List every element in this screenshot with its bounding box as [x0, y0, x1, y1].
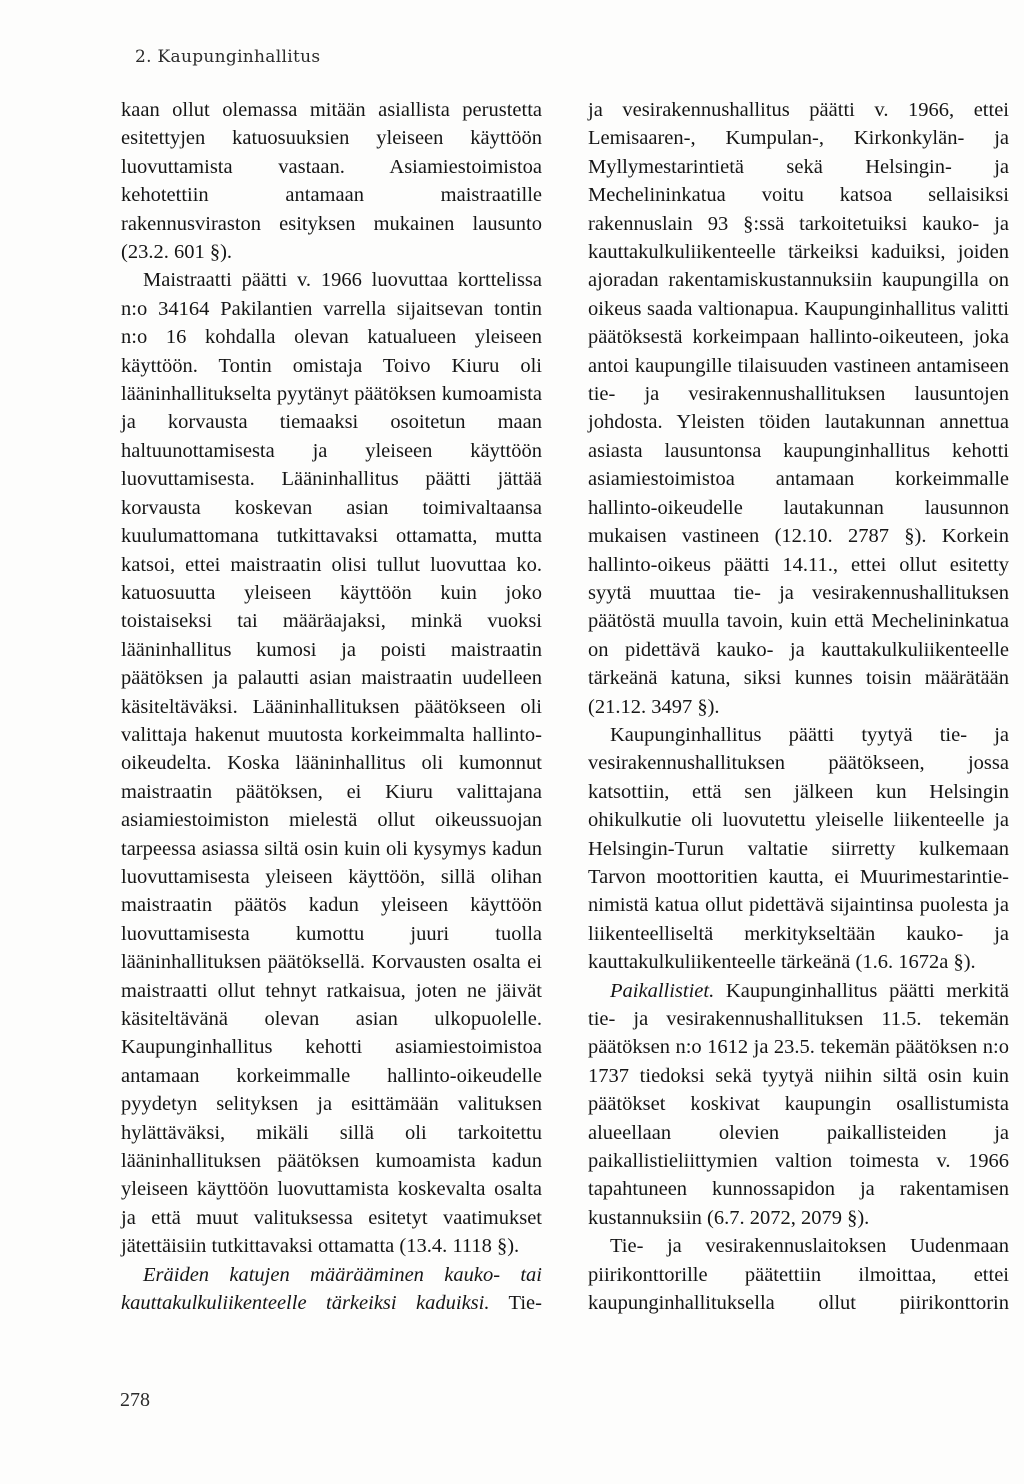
paragraph: kaan ollut olemassa mitään asiallista perustetta esitettyjen katuosuuksien yleiseen käyttöön luovuttamista vastaan. Asiamiestoimistoa kehotettiin antamaan maistraatille rakennusviraston esityksen mukainen lausunto (23.2. 601 §). [121, 99, 542, 264]
section-heading-italic: Paikallistiet. [610, 979, 715, 1002]
paragraph: Tie- ja vesirakennuslaitoksen Uudenmaan piirikonttorille päätettiin ilmoittaa, ettei kaupunginhallituksella ollut piirikonttorin [588, 1235, 1009, 1315]
paragraph-text: Kaupunginhallitus päätti merkitä tie- ja vesirakennushallituksen 11.5. tekemän päätöksen n:o 1612 ja 23.5. tekemän päätöksen n:o 1737 tiedoksi sekä tyytyä niihin siltä osin kuin päätökset koskivat kaupungin osallistumista alueellaan olevien paikallisteiden ja paikallistieliittymien valtion toimesta v. 1966 tapahtuneen kunnossapidon ja rakentamisen kustannuksiin (6.7. 2072, 2079 §). [588, 979, 1009, 1229]
paragraph-text: Tie- [489, 1292, 542, 1315]
page-number: 278 [120, 1389, 150, 1411]
paragraph: Kaupunginhallitus päätti tyytyä tie- ja vesirakennushallituksen päätökseen, jossa katsottiin, että sen jälkeen kun Helsingin ohikulkutie oli luovutettu yleiselle liikenteelle ja Helsingin-Turun valtatie siirretty kulkemaan Tarvon moottoritien kautta, ei Muurimestarintie- nimistä katua ollut pidettävä sijaintinsa puolesta ja liikenteelliseltä merkitykseltään kauko- ja kauttakulkuliikenteelle tärkeänä (1.6. 1672a §). [588, 723, 1009, 974]
running-header: 2. Kaupunginhallitus [135, 47, 321, 67]
paragraph: Maistraatti päätti v. 1966 luovuttaa korttelissa n:o 34164 Pakilantien varrella sijaitsevan tontin n:o 16 kohdalla olevan katualueen yleiseen käyttöön. Tontin omistaja Toivo Kiuru oli lääninhallitukselta pyytänyt päätöksen kumoamista ja korvausta tiemaaksi osoitetun maan haltuunottamisesta ja yleiseen käyttöön luovuttamisesta. Lääninhallitus päätti jättää korvausta koskevan asian toimivaltaansa kuulumattomana tutkittavaksi ottamatta, mutta katsoi, ettei maistraatin olisi tullut luovuttaa ko. katuosuutta yleiseen käyttöön kuin joko toistaiseksi tai määräajaksi, minkä vuoksi lääninhallitus kumosi ja poisti maistraatin päätöksen ja palautti asian maistraatin uudelleen käsiteltäväksi. Lääninhallituksen päätökseen oli valittaja hakenut muutosta korkeimmalta hallinto-oikeudelta. Koska lääninhallitus oli kumonnut maistraatin päätöksen, ei Kiuru valittajana asiamiestoimiston mielestä ollut oikeussuojan tarpeessa asiassa siltä osin kuin oli kysymys kadun luovuttamisesta yleiseen käyttöön, sillä olihan maistraatin päätös kadun yleiseen käyttöön luovuttamisesta kumottu juuri tuolla lääninhallituksen päätöksellä. Korvausten osalta ei maistraatti ollut tehnyt ratkaisua, joten ne jäivät käsiteltävänä olevan asian ulkopuolelle. Kaupunginhallitus kehotti asiamiestoimistoa antamaan korkeimmalle hallinto-oikeudelle pyydetyn selityksen ja esittämään valituksen hylättäväksi, mikäli sillä oli tarkoitettu lääninhallituksen päätöksen kumoamista kadun yleiseen käyttöön luovuttamista koskevalta osalta ja että muut valituksessa esitetyt vaatimukset jätettäisiin tutkittavaksi ottamatta (13.4. 1118 §). [121, 269, 542, 1258]
paragraph [588, 977, 1009, 1233]
right-column [588, 96, 1009, 1317]
paragraph [121, 1261, 542, 1318]
paragraph: ja vesirakennushallitus päätti v. 1966, ettei Lemisaaren-, Kumpulan-, Kirkonkylän- ja Myllymestarintietä sekä Helsingin- ja Mechelininkatua voitu katsoa sellaisiksi rakennuslain 93 §:ssä tarkoitetuiksi kauko- ja kauttakulkuliikenteelle tärkeiksi kaduiksi, joiden ajoradan rakentamiskustannuksiin kaupungilla on oikeus saada valtionapua. Kaupunginhallitus valitti päätöksestä korkeimpaan hallinto-oikeuteen, joka antoi kaupungille tilaisuuden vastineen antamiseen tie- ja vesirakennushallituksen lausuntojen johdosta. Yleisten töiden lautakunnan annettua asiasta lausuntonsa kaupunginhallitus kehotti asiamiestoimistoa antamaan korkeimmalle hallinto-oikeudelle lautakunnan lausunnon mukaisen vastineen (12.10. 2787 §). Korkein hallinto-oikeus päätti 14.11., ettei ollut esitetty syytä muuttaa tie- ja vesirakennushallituksen päätöstä muulla tavoin, kuin että Mechelininkatua on pidettävä kauko- ja kauttakulkuliikenteelle tärkeänä katuna, siksi kunnes toisin määrätään (21.12. 3497 §). [588, 99, 1009, 718]
section-heading-italic: Eräiden katujen määrääminen kauko- tai kauttakulkuliikenteelle tärkeiksi kaduiksi. [121, 1263, 542, 1315]
left-column [121, 96, 542, 1317]
